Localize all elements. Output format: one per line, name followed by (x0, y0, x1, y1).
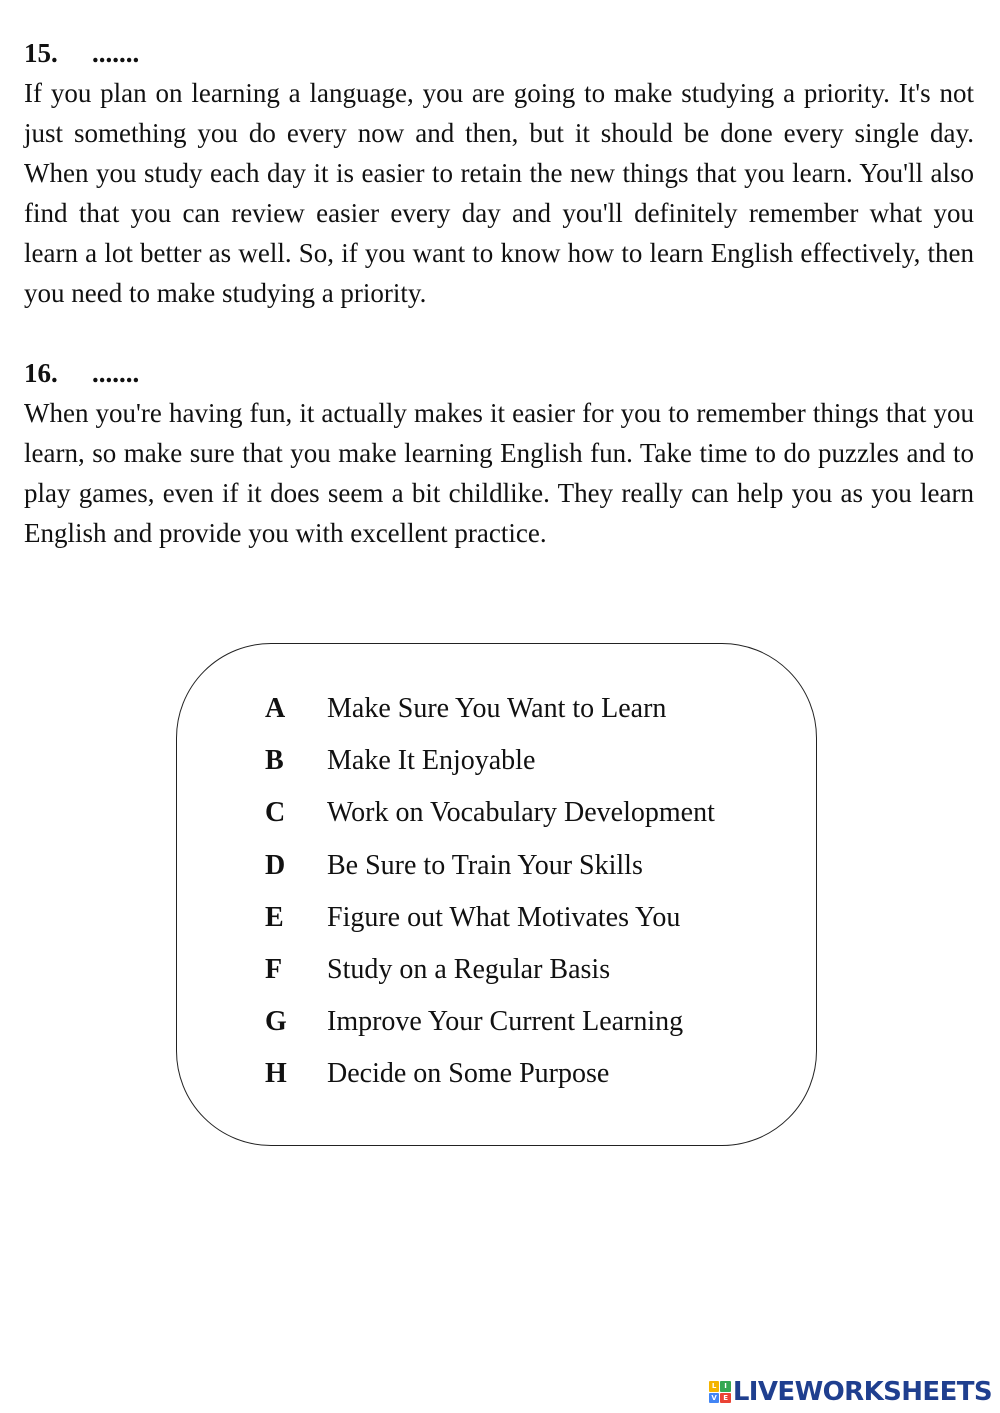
option-text: Decide on Some Purpose (327, 1058, 610, 1090)
option-letter: H (265, 1058, 287, 1090)
question-15-header (24, 33, 974, 73)
question-16 (24, 353, 974, 553)
question-number: 15. (24, 38, 58, 68)
options-list (265, 688, 715, 1106)
option-text: Improve Your Current Learning (327, 1006, 684, 1038)
answer-blank[interactable]: ....... (92, 38, 140, 68)
option-text: Work on Vocabulary Development (327, 797, 715, 829)
question-16-text: When you're having fun, it actually makes it easier for you to remember things that you learn, so make sure that you make learning English fun. Take time to do puzzles and to play games, even if it does seem a bit childlike. They really can help you as you learn English and provide you with excellent practice. (24, 398, 974, 548)
option-letter: D (265, 849, 286, 881)
option-f (265, 949, 715, 1001)
option-text: Figure out What Motivates You (327, 901, 681, 933)
option-a (265, 688, 715, 740)
option-h (265, 1053, 715, 1105)
option-g (265, 1001, 715, 1053)
option-letter: F (265, 953, 283, 985)
question-15-text: If you plan on learning a language, you are going to make studying a priority. It's not just something you do every now and then, but it should be done every single day. When you study each day it is easier to retain the new things that you learn. You'll also find that you can review easier every day and you'll definitely remember what you learn a lot better as well. So, if you want to know how to learn English effectively, then you need to make studying a priority. (24, 78, 974, 308)
liveworksheets-logo-icon: L I V E (709, 1381, 731, 1403)
option-e (265, 897, 715, 949)
option-d (265, 845, 715, 897)
brand-name: LIVEWORKSHEETS (732, 1377, 992, 1407)
option-letter: B (265, 745, 284, 777)
question-number: 16. (24, 358, 58, 388)
option-text: Study on a Regular Basis (327, 953, 611, 985)
option-text: Be Sure to Train Your Skills (327, 849, 643, 881)
option-c (265, 792, 715, 844)
question-15 (24, 33, 974, 313)
option-letter: A (265, 693, 286, 724)
question-16-header (24, 353, 974, 393)
option-letter: G (265, 1006, 287, 1038)
liveworksheets-watermark (709, 1375, 992, 1409)
answer-blank[interactable]: ....... (92, 358, 140, 388)
headings-options-box (176, 643, 817, 1146)
option-letter: E (265, 901, 284, 933)
option-text: Make Sure You Want to Learn (327, 693, 667, 724)
option-text: Make It Enjoyable (327, 745, 536, 777)
option-letter: C (265, 797, 286, 829)
option-b (265, 740, 715, 792)
